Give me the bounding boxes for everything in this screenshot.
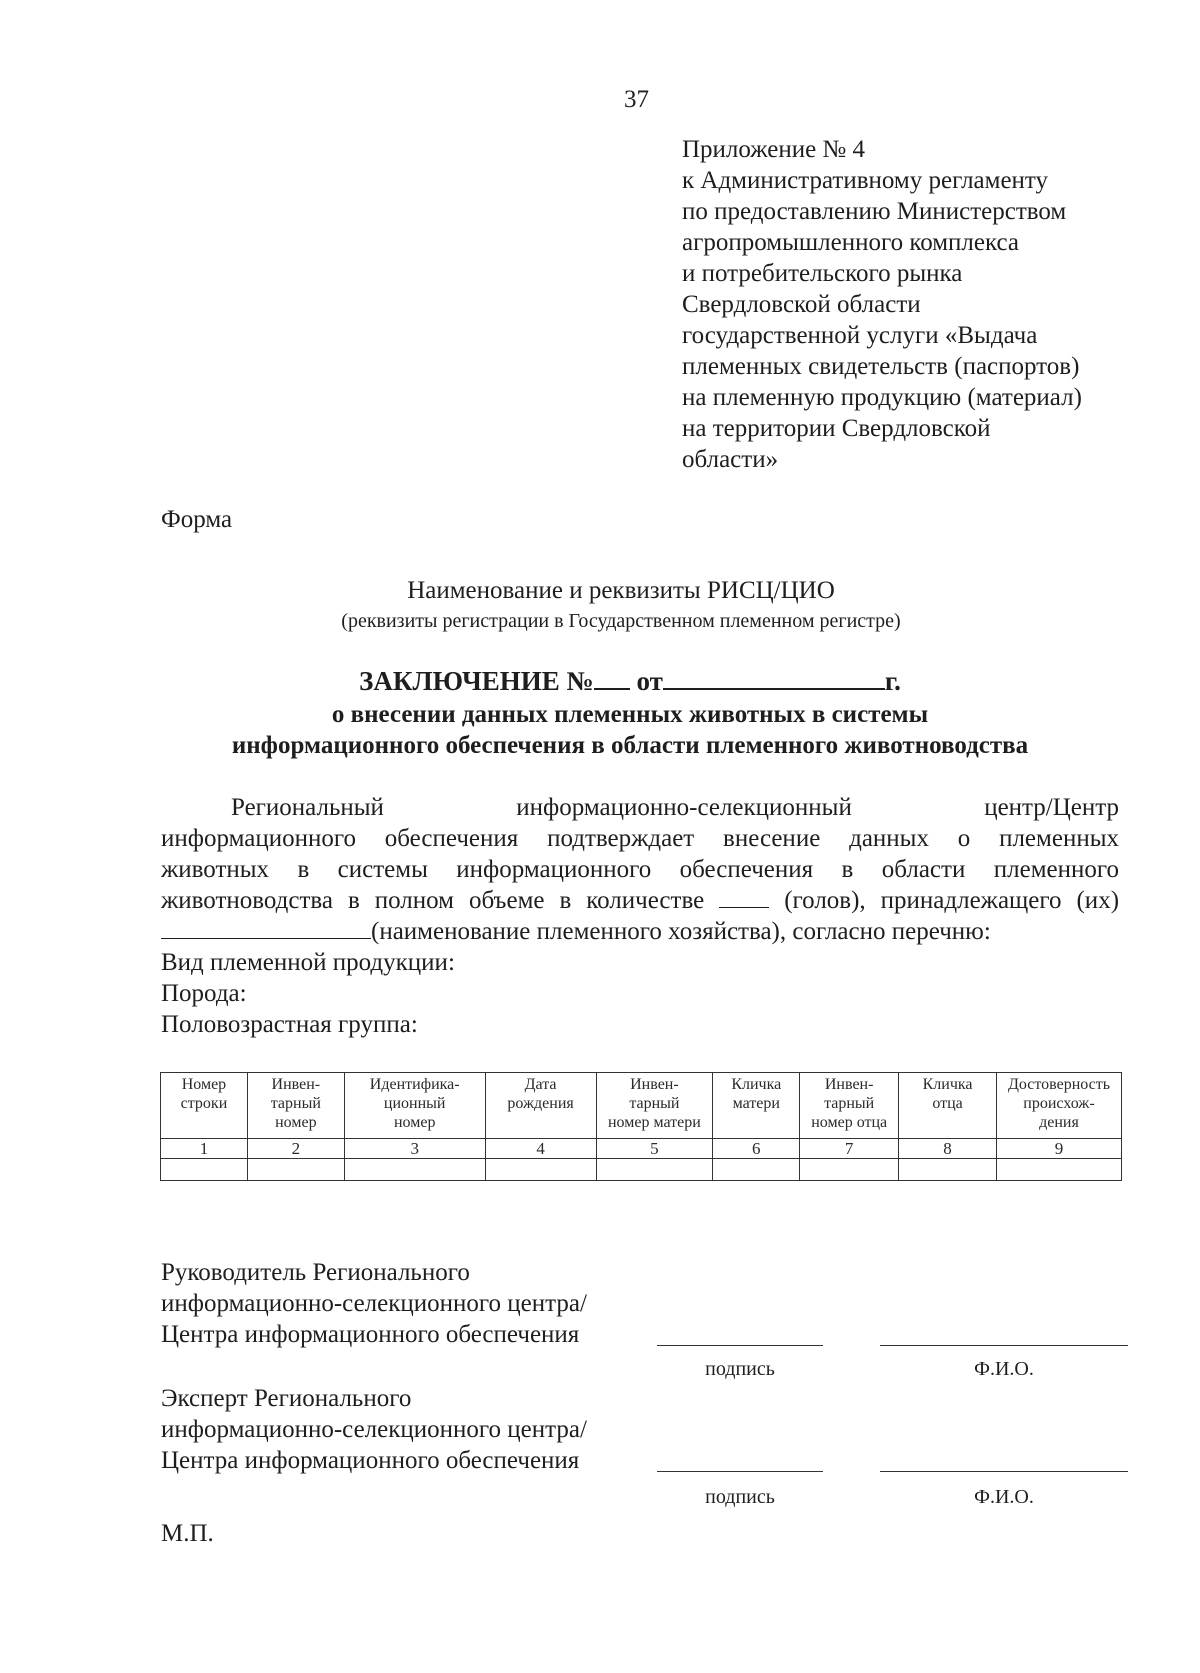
header-cell: Достоверность происхож- дения (996, 1073, 1121, 1139)
appendix-line: области» (682, 446, 779, 473)
body-paragraph (161, 792, 1119, 947)
appendix-line: на племенную продукцию (материал) (682, 384, 1082, 411)
appendix-line: государственной услуги «Выдача (682, 322, 1038, 349)
body-line: животных в системы информационного обеспечения в области племенного (161, 856, 1119, 883)
expert-signatory (161, 1383, 587, 1476)
table-header-row (161, 1073, 1122, 1139)
body-word: информационно-селекционный (516, 794, 852, 821)
document-subtitle: о внесении данных племенных животных в системы (331, 701, 929, 728)
table-cell (899, 1159, 997, 1181)
column-number: 5 (596, 1139, 713, 1159)
column-number: 6 (713, 1139, 800, 1159)
appendix-line: Свердловской области (682, 291, 921, 318)
document-title (0, 666, 1200, 697)
table-cell (485, 1159, 596, 1181)
animals-table (160, 1072, 1122, 1181)
form-label: Форма (161, 506, 233, 533)
signatory-line: Руководитель Регионального (161, 1259, 470, 1286)
head-fio-line (880, 1345, 1128, 1346)
column-number: 8 (899, 1139, 997, 1159)
appendix-line: Приложение № 4 (682, 136, 866, 163)
header-cell: Кличка матери (713, 1073, 800, 1139)
title-prefix: ЗАКЛЮЧЕНИЕ № (359, 666, 594, 696)
farm-name-blank (161, 918, 371, 939)
signatory-line: Эксперт Регионального (161, 1385, 412, 1412)
header-cell: Инвен- тарный номер матери (596, 1073, 713, 1139)
header-cell: Инвен- тарный номер (247, 1073, 344, 1139)
issuer-note: (реквизиты регистрации в Государственном племенном регистре) (341, 610, 901, 632)
appendix-reference (682, 134, 1152, 475)
heads-count-blank (719, 887, 769, 908)
column-number: 2 (247, 1139, 344, 1159)
number-blank (594, 666, 630, 690)
header-cell: Номер строки (161, 1073, 248, 1139)
body-text-part: (голов), принадлежащего (их) (784, 887, 1120, 914)
breed-label: Порода: (161, 980, 247, 1007)
column-number: 3 (344, 1139, 485, 1159)
body-line: информационного обеспечения подтверждает внесение данных о племенных (161, 825, 1119, 852)
title-from: от (636, 666, 663, 696)
expert-signature-line (657, 1471, 823, 1472)
head-signature-line (657, 1345, 823, 1346)
header-cell: Кличка отца (899, 1073, 997, 1139)
signatory-line: Центра информационного обеспечения (161, 1321, 580, 1348)
table-cell (344, 1159, 485, 1181)
signatory-line: информационно-селекционного центра/ (161, 1416, 587, 1443)
table-row (161, 1159, 1122, 1181)
column-number: 1 (161, 1139, 248, 1159)
table-cell (161, 1159, 248, 1181)
appendix-line: по предоставлению Министерством (682, 198, 1067, 225)
header-cell: Инвен- тарный номер отца (800, 1073, 899, 1139)
age-sex-group-label: Половозрастная группа: (161, 1011, 418, 1038)
product-meta (161, 947, 455, 1040)
date-blank (663, 666, 885, 690)
issuer-name: Наименование и реквизиты РИСЦ/ЦИО (407, 577, 835, 604)
table-cell (596, 1159, 713, 1181)
stamp-place: М.П. (161, 1520, 214, 1547)
body-line (161, 916, 1119, 947)
header-cell: Идентифика- ционный номер (344, 1073, 485, 1139)
body-word: Региональный (231, 794, 384, 821)
appendix-line: племенных свидетельств (паспортов) (682, 353, 1080, 380)
page-number: 37 (624, 86, 649, 113)
column-number: 4 (485, 1139, 596, 1159)
table-number-row (161, 1139, 1122, 1159)
expert-fio-line (880, 1471, 1128, 1472)
expert-signature-caption: подпись (705, 1486, 775, 1508)
signatory-line: Центра информационного обеспечения (161, 1447, 580, 1474)
product-type-label: Вид племенной продукции: (161, 949, 455, 976)
table-cell (800, 1159, 899, 1181)
body-text-part: (наименование племенного хозяйства), согласно перечню: (371, 918, 991, 945)
header-cell: Дата рождения (485, 1073, 596, 1139)
appendix-line: и потребительского рынка (682, 260, 963, 287)
column-number: 9 (996, 1139, 1121, 1159)
title-year-suffix: г. (884, 666, 901, 696)
expert-fio-caption: Ф.И.О. (974, 1486, 1034, 1508)
appendix-line: к Административному регламенту (682, 167, 1049, 194)
table-cell (247, 1159, 344, 1181)
head-fio-caption: Ф.И.О. (974, 1358, 1034, 1380)
document-subtitle: информационного обеспечения в области племенного животноводства (231, 732, 1029, 759)
appendix-line: на территории Свердловской (682, 415, 991, 442)
column-number: 7 (800, 1139, 899, 1159)
body-text-part: животноводства в полном объеме в количестве (161, 887, 705, 914)
table-cell (713, 1159, 800, 1181)
body-word: центр/Центр (984, 794, 1119, 821)
signatory-line: информационно-селекционного центра/ (161, 1290, 587, 1317)
table-cell (996, 1159, 1121, 1181)
appendix-line: агропромышленного комплекса (682, 229, 1020, 256)
body-line (161, 792, 1119, 823)
head-signature-caption: подпись (705, 1358, 775, 1380)
body-line (161, 885, 1119, 916)
head-signatory (161, 1257, 587, 1350)
